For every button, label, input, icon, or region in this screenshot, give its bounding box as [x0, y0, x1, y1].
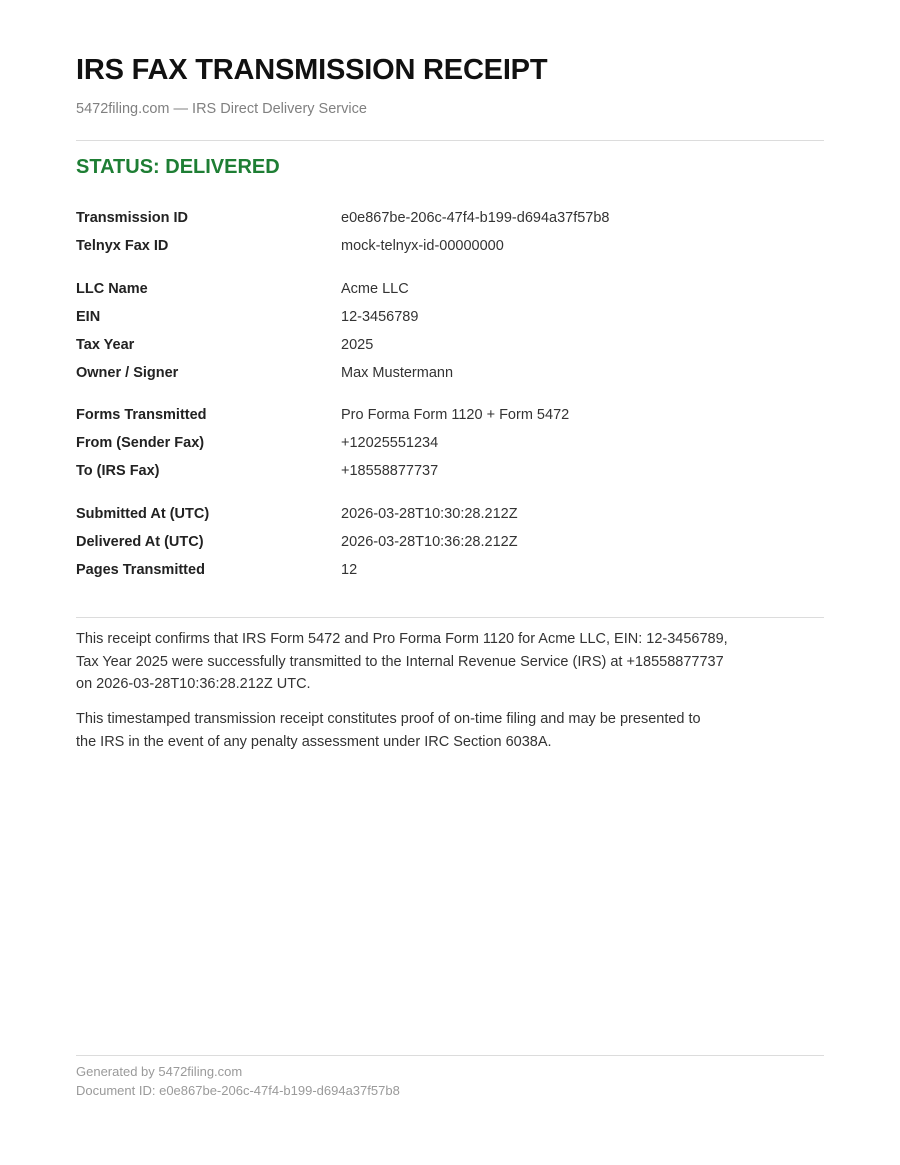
confirmation-line: This receipt confirms that IRS Form 5472 and Pro Forma Form 1120 for Acme LLC, EIN: 12-3456789, — [76, 631, 728, 647]
detail-row-transmission-id — [76, 210, 824, 230]
detail-row-forms-transmitted — [76, 407, 824, 427]
detail-row-tax-year — [76, 337, 824, 357]
detail-label: Telnyx Fax ID — [76, 238, 169, 254]
legal-line: the IRS in the event of any penalty assessment under IRC Section 6038A. — [76, 733, 552, 750]
detail-value: 12 — [341, 562, 358, 578]
detail-row-sender-fax — [76, 435, 824, 455]
detail-label: Submitted At (UTC) — [76, 506, 210, 522]
detail-label: Delivered At (UTC) — [76, 534, 204, 550]
detail-value: 2026-03-28T10:36:28.212Z — [341, 534, 518, 550]
detail-row-irs-fax — [76, 463, 824, 483]
detail-label: Owner / Signer — [76, 365, 179, 381]
detail-value: 2025 — [341, 337, 374, 353]
page-title: IRS FAX TRANSMISSION RECEIPT — [76, 54, 548, 86]
legal-paragraph — [76, 708, 776, 753]
detail-label: To (IRS Fax) — [76, 463, 160, 479]
detail-label: From (Sender Fax) — [76, 435, 205, 451]
detail-value: +12025551234 — [341, 435, 439, 451]
detail-label: Forms Transmitted — [76, 407, 207, 423]
confirmation-paragraph — [76, 628, 776, 696]
detail-row-owner-signer — [76, 365, 824, 385]
detail-row-delivered-at — [76, 534, 824, 554]
footer-document-id: Document ID: e0e867be-206c-47f4-b199-d694a37f57b8 — [76, 1083, 400, 1098]
header-divider — [76, 140, 824, 141]
page-subtitle: 5472filing.com — IRS Direct Delivery Service — [76, 101, 367, 117]
footer-generated-by: Generated by 5472filing.com — [76, 1064, 243, 1079]
detail-value: Acme LLC — [341, 281, 409, 297]
detail-label: EIN — [76, 309, 101, 325]
details-divider — [76, 617, 824, 618]
detail-value: Pro Forma Form 1120 + Form 5472 — [341, 407, 570, 423]
detail-value: mock-telnyx-id-00000000 — [341, 238, 504, 254]
detail-row-submitted-at — [76, 506, 824, 526]
detail-value: 12-3456789 — [341, 309, 419, 325]
detail-value: e0e867be-206c-47f4-b199-d694a37f57b8 — [341, 210, 610, 226]
detail-value: Max Mustermann — [341, 365, 454, 381]
detail-label: Tax Year — [76, 337, 135, 353]
confirmation-line: on 2026-03-28T10:36:28.212Z UTC. — [76, 676, 311, 692]
detail-value: 2026-03-28T10:30:28.212Z — [341, 506, 518, 522]
detail-row-pages-transmitted — [76, 562, 824, 582]
detail-label: LLC Name — [76, 281, 148, 297]
confirmation-line: Tax Year 2025 were successfully transmitted to the Internal Revenue Service (IRS) at +18558877737 — [76, 653, 724, 670]
detail-row-llc-name — [76, 281, 824, 301]
detail-label: Transmission ID — [76, 210, 189, 226]
footer-divider — [76, 1055, 824, 1056]
status-badge: STATUS: DELIVERED — [76, 156, 280, 178]
detail-value: +18558877737 — [341, 463, 439, 479]
detail-row-telnyx-fax-id — [76, 238, 824, 258]
detail-row-ein — [76, 309, 824, 329]
detail-label: Pages Transmitted — [76, 562, 205, 578]
legal-line: This timestamped transmission receipt constitutes proof of on-time filing and may be presented to — [76, 711, 701, 727]
